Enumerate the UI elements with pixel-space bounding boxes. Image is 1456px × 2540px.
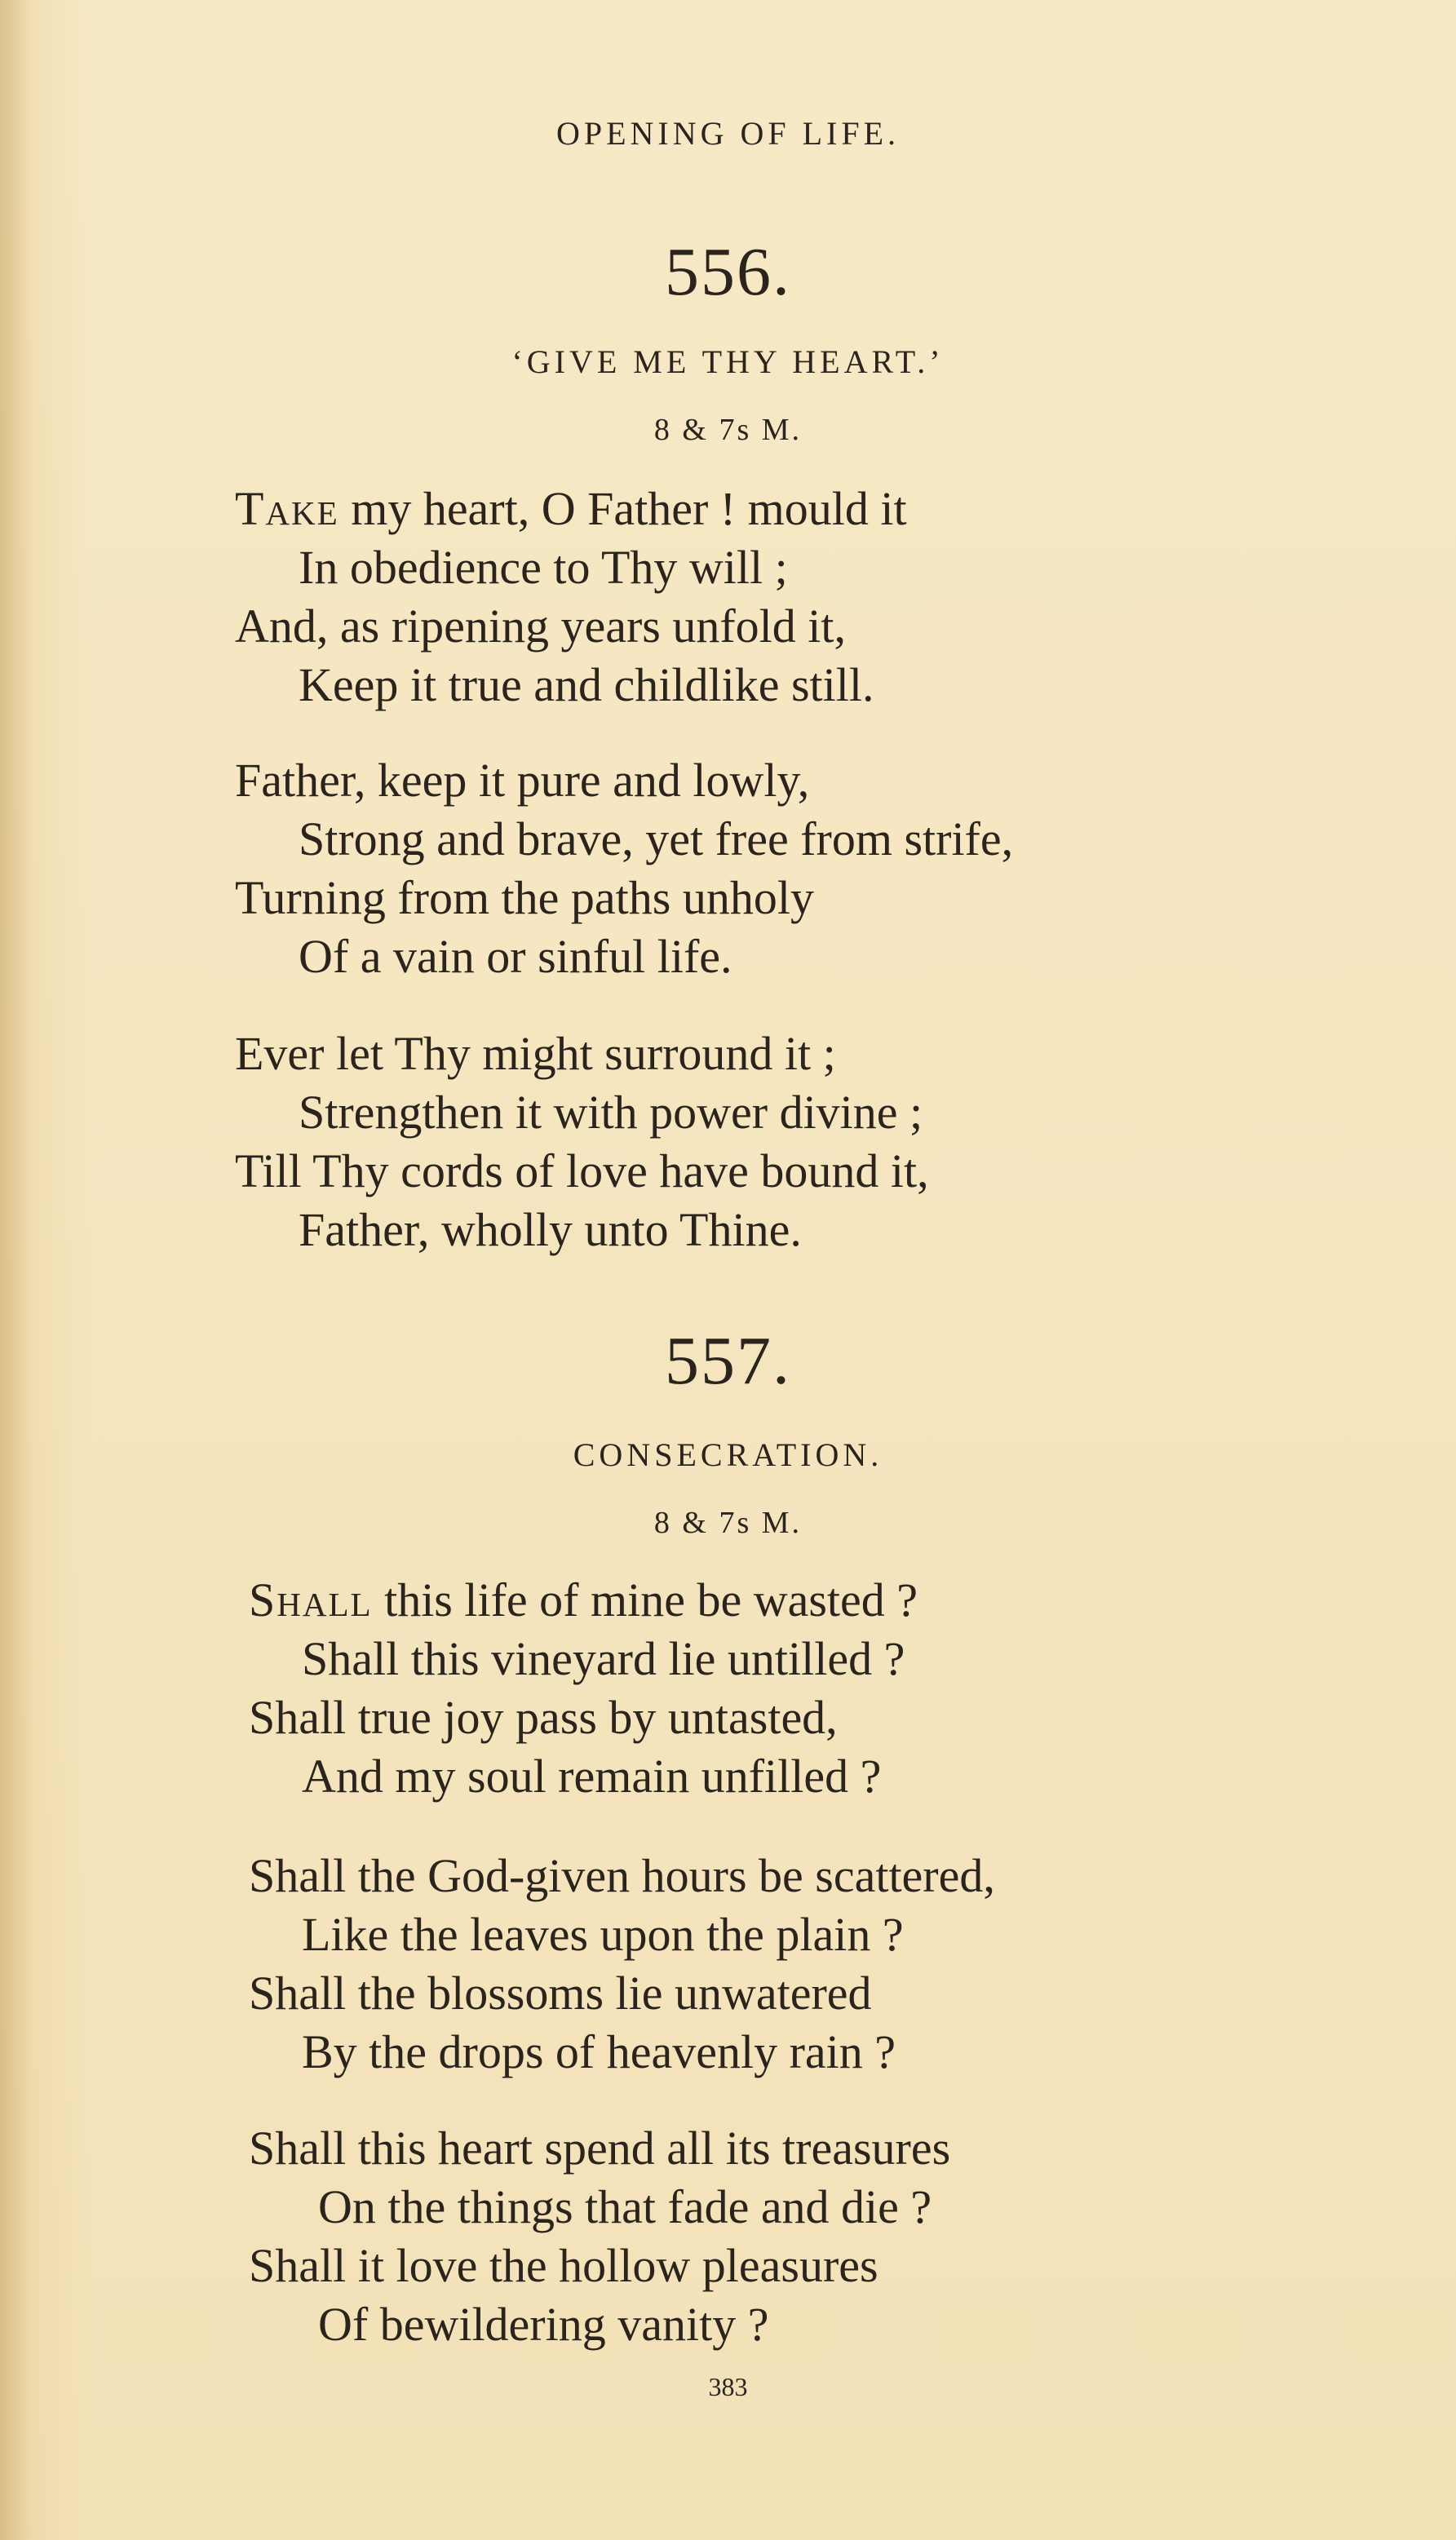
verse-line: Shall the blossoms lie unwatered (249, 1967, 872, 2020)
verse-line: Strong and brave, yet free from strife, (299, 812, 1014, 865)
verse-line: Shall this heart spend all its treasures (249, 2122, 951, 2175)
verse-line: Shall true joy pass by untasted, (249, 1691, 838, 1744)
verse-line: Keep it true and childlike still. (299, 658, 874, 711)
verse-line-lead: Take (235, 482, 339, 535)
page-number: 383 (708, 2372, 748, 2401)
hymn-title: ‘GIVE ME THY HEART.’ (511, 343, 945, 380)
verse-line: Till Thy cords of love have bound it, (235, 1144, 929, 1197)
hymn-number: 556. (665, 234, 791, 310)
hymn-number: 557. (665, 1323, 791, 1399)
verse-line: Of a vain or sinful life. (299, 930, 732, 983)
verse-line-lead: Shall (249, 1573, 373, 1626)
verse-line (249, 1573, 918, 1626)
verse-line: Shall this vineyard lie untilled ? (302, 1632, 905, 1685)
verse-line: Shall it love the hollow pleasures (249, 2239, 878, 2292)
verse-line: On the things that fade and die ? (318, 2180, 932, 2233)
verse-line: Of bewildering vanity ? (318, 2298, 769, 2351)
verse-line: Strengthen it with power divine ; (299, 1086, 923, 1139)
hymn-title: CONSECRATION. (573, 1436, 883, 1473)
verse-line: Shall the God-given hours be scattered, (249, 1849, 995, 1902)
verse-line: Turning from the paths unholy (235, 871, 814, 924)
verse-line: Father, keep it pure and lowly, (235, 754, 810, 807)
verse-line: Like the leaves upon the plain ? (302, 1908, 904, 1961)
verse-line-text: my heart, O Father ! mould it (339, 482, 907, 535)
hymn-meter: 8 & 7s M. (653, 413, 803, 447)
running-head: OPENING OF LIFE. (555, 115, 901, 152)
verse-line (235, 482, 907, 535)
verse-line: In obedience to Thy will ; (299, 541, 788, 594)
verse-line: And my soul remain unfilled ? (302, 1750, 882, 1803)
verse-line: By the drops of heavenly rain ? (302, 2025, 896, 2078)
verse-line: Father, wholly unto Thine. (299, 1203, 802, 1256)
hymn-meter: 8 & 7s M. (653, 1506, 803, 1540)
verse-line: And, as ripening years unfold it, (235, 600, 847, 653)
verse-line-text: this life of mine be wasted ? (372, 1573, 918, 1626)
verse-line: Ever let Thy might surround it ; (235, 1027, 836, 1080)
